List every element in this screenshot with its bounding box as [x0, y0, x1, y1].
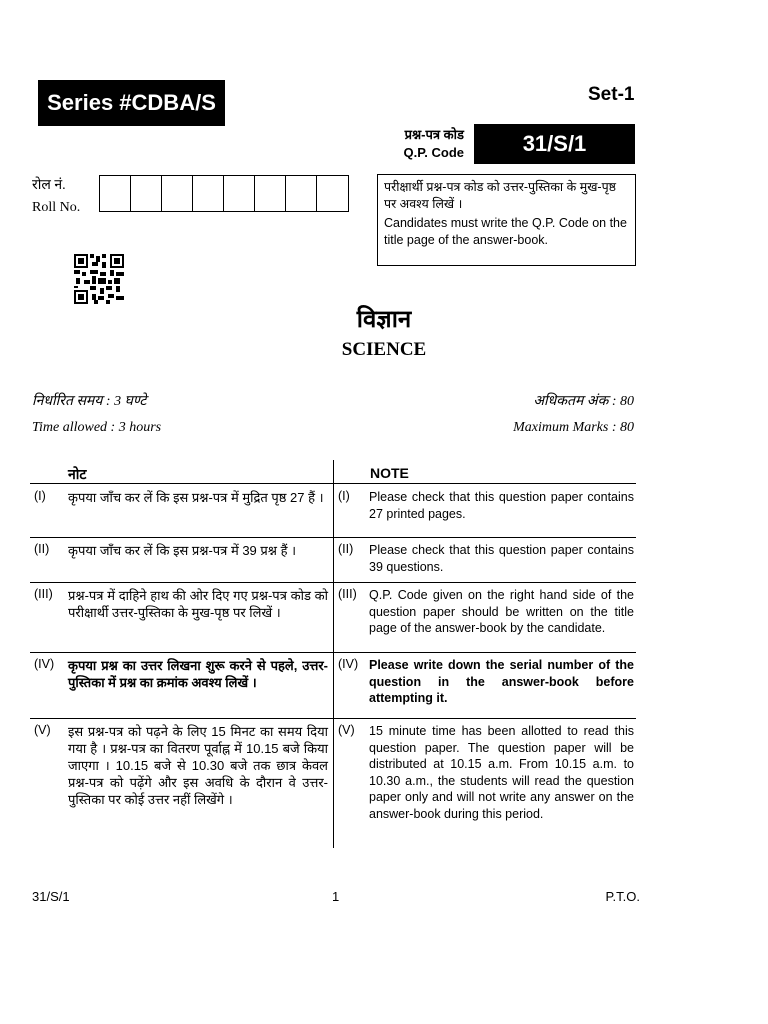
note-text-en: Please check that this question paper contains 39 questions.	[369, 543, 634, 574]
note-number: (II)	[34, 542, 50, 556]
note-text-en: Please write down the serial number of the question in the answer-book before attempting it.	[369, 658, 634, 705]
note-heading-en: NOTE	[370, 465, 409, 481]
pto-label: P.T.O.	[605, 889, 640, 904]
note-text-hi: कृपया प्रश्न का उत्तर लिखना शुरू करने से पहले, उत्तर-पुस्तिका में प्रश्न का क्रमांक अवश्य लिखें ।	[68, 658, 328, 690]
note-number: (III)	[34, 587, 53, 601]
note-text-en: Q.P. Code given on the right hand side of the question paper should be written on the title page of the answer-book by the candidate.	[369, 588, 634, 635]
row-divider	[30, 582, 636, 583]
row-divider	[30, 652, 636, 653]
roll-digit-box[interactable]	[193, 176, 224, 211]
note-text-hi: कृपया जाँच कर लें कि इस प्रश्न-पत्र में 39 प्रश्न हैं ।	[68, 543, 297, 558]
note-number: (IV)	[34, 657, 55, 671]
roll-digit-box[interactable]	[131, 176, 162, 211]
note-number: (V)	[34, 723, 51, 737]
set-label: Set-1	[588, 84, 635, 105]
qp-code-label-en: Q.P. Code	[403, 145, 464, 160]
page-number: 1	[332, 889, 340, 904]
row-divider	[30, 718, 636, 719]
row-divider	[30, 537, 636, 538]
roll-digit-box[interactable]	[255, 176, 286, 211]
roll-digit-box[interactable]	[224, 176, 255, 211]
notice-en: Candidates must write the Q.P. Code on the title page of the answer-book.	[384, 216, 627, 247]
roll-digit-box[interactable]	[100, 176, 131, 211]
roll-digit-box[interactable]	[317, 176, 348, 211]
note-text-hi: इस प्रश्न-पत्र को पढ़ने के लिए 15 मिनट का समय दिया गया है । प्रश्न-पत्र का वितरण पूर्वाह्न में 10.15 बजे किया जाएगा । 10.15 बजे से 10.30 बजे तक छात्र केवल प्रश्न-पत्र को पढ़ेंगे और इस अवधि के दौरान वे उत्तर-पुस्तिका पर कोई उत्तर नहीं लिखेंगे ।	[68, 724, 328, 807]
row-divider	[30, 483, 636, 484]
time-allowed-hi: निर्धारित समय : 3 घण्टे	[32, 394, 147, 409]
note-text-hi: कृपया जाँच कर लें कि इस प्रश्न-पत्र में मुद्रित पृष्ठ 27 हैं ।	[68, 490, 324, 505]
notice-hi: परीक्षार्थी प्रश्न-पत्र कोड को उत्तर-पुस्तिका के मुख-पृष्ठ पर अवश्य लिखें ।	[384, 180, 617, 211]
note-number: (IV)	[338, 657, 359, 671]
qr-code-icon	[74, 254, 124, 304]
subject-title-hindi: विज्ञान	[356, 306, 412, 333]
note-number: (II)	[338, 542, 354, 556]
note-text-en: Please check that this question paper contains 27 printed pages.	[369, 490, 634, 521]
footer-code: 31/S/1	[32, 889, 70, 904]
roll-label-hi: रोल नं.	[32, 178, 66, 193]
series-label: Series #CDBA/S	[38, 80, 225, 126]
note-heading-hi: नोट	[68, 466, 87, 482]
qp-code-box: 31/S/1	[474, 124, 635, 164]
note-text-en: 15 minute time has been allotted to read this question paper. The question paper will be distributed at 10.15 a.m. From 10.15 a.m. to 10.30 a.m., the students will read the question paper only and will not write any answer on the answer-book during this period.	[369, 724, 634, 821]
roll-label	[32, 175, 80, 219]
qp-code-notice	[377, 174, 636, 266]
notes-column-divider	[333, 460, 334, 848]
note-number: (III)	[338, 587, 357, 601]
note-number: (V)	[338, 723, 355, 737]
roll-number-boxes[interactable]	[99, 175, 349, 212]
subject-title-english: SCIENCE	[341, 339, 427, 360]
roll-digit-box[interactable]	[162, 176, 193, 211]
note-number: (I)	[34, 489, 46, 503]
note-text-hi: प्रश्न-पत्र में दाहिने हाथ की ओर दिए गए प्रश्न-पत्र कोड को परीक्षार्थी उत्तर-पुस्तिका के मुख-पृष्ठ पर लिखें ।	[68, 588, 328, 620]
qp-code-label-hi: प्रश्न-पत्र कोड	[404, 127, 464, 142]
roll-label-en: Roll No.	[32, 200, 81, 215]
time-allowed-en: Time allowed : 3 hours	[32, 420, 162, 435]
roll-digit-box[interactable]	[286, 176, 317, 211]
qp-code-label	[386, 126, 464, 162]
max-marks-en: Maximum Marks : 80	[513, 420, 634, 435]
max-marks-hi: अधिकतम अंक : 80	[533, 394, 634, 409]
note-number: (I)	[338, 489, 350, 503]
